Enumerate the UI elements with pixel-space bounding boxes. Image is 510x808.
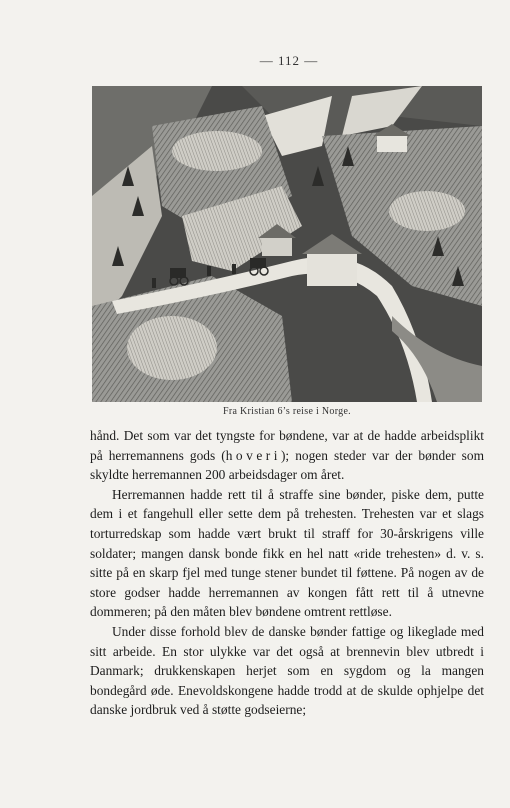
figure-caption: Fra Kristian 6’s reise i Norge.	[223, 406, 351, 417]
paragraph-1	[90, 426, 484, 485]
paragraph-1-end: ); nogen steder var der bønder som skyldte herremannen 200 arbeidsdager om året.	[90, 447, 484, 483]
illustration-drawing	[92, 86, 482, 402]
paragraph-3: Under disse forhold blev de danske bønder fattige og likeglade med sitt arbeide. En stor ulykke var det også at brennevin blev utbredt i Danmark; drukkenskapen herjet som en sygdom og la mangen bondegård øde. Enevoldskongene hadde trodd at de skulde ophjelpe det danske jordbruk ved å støtte godseierne;	[90, 623, 484, 718]
paragraph-1-start: hånd. Det som var det tyngste for bøndene, var at de hadde arbeidsplikt på herremannens gods (	[90, 428, 484, 463]
illustration-mountain-landscape	[92, 86, 482, 402]
page-number: — 112 —	[259, 53, 319, 68]
spaced-term-hoveri: hoveri	[225, 447, 281, 463]
body-text	[90, 426, 484, 720]
paragraph-2: Herremannen hadde rett til å straffe sine bønder, piske dem, putte dem i et fangehull eller sette dem på trehesten. Trehesten var et slags torturredskap som hadde vært brukt til straff for 30-årskrigens ville soldater; mangen dansk bonde fikk en hel natt «ride trehesten» d. v. s. sitte på en skarp fjel med tunge stener bundet til føttene. På nogen av de store godser hadde herremannen av kongen fått rett til å utnevne dommeren; på den måten blev bøndene omtrent rettløse.	[90, 486, 484, 620]
